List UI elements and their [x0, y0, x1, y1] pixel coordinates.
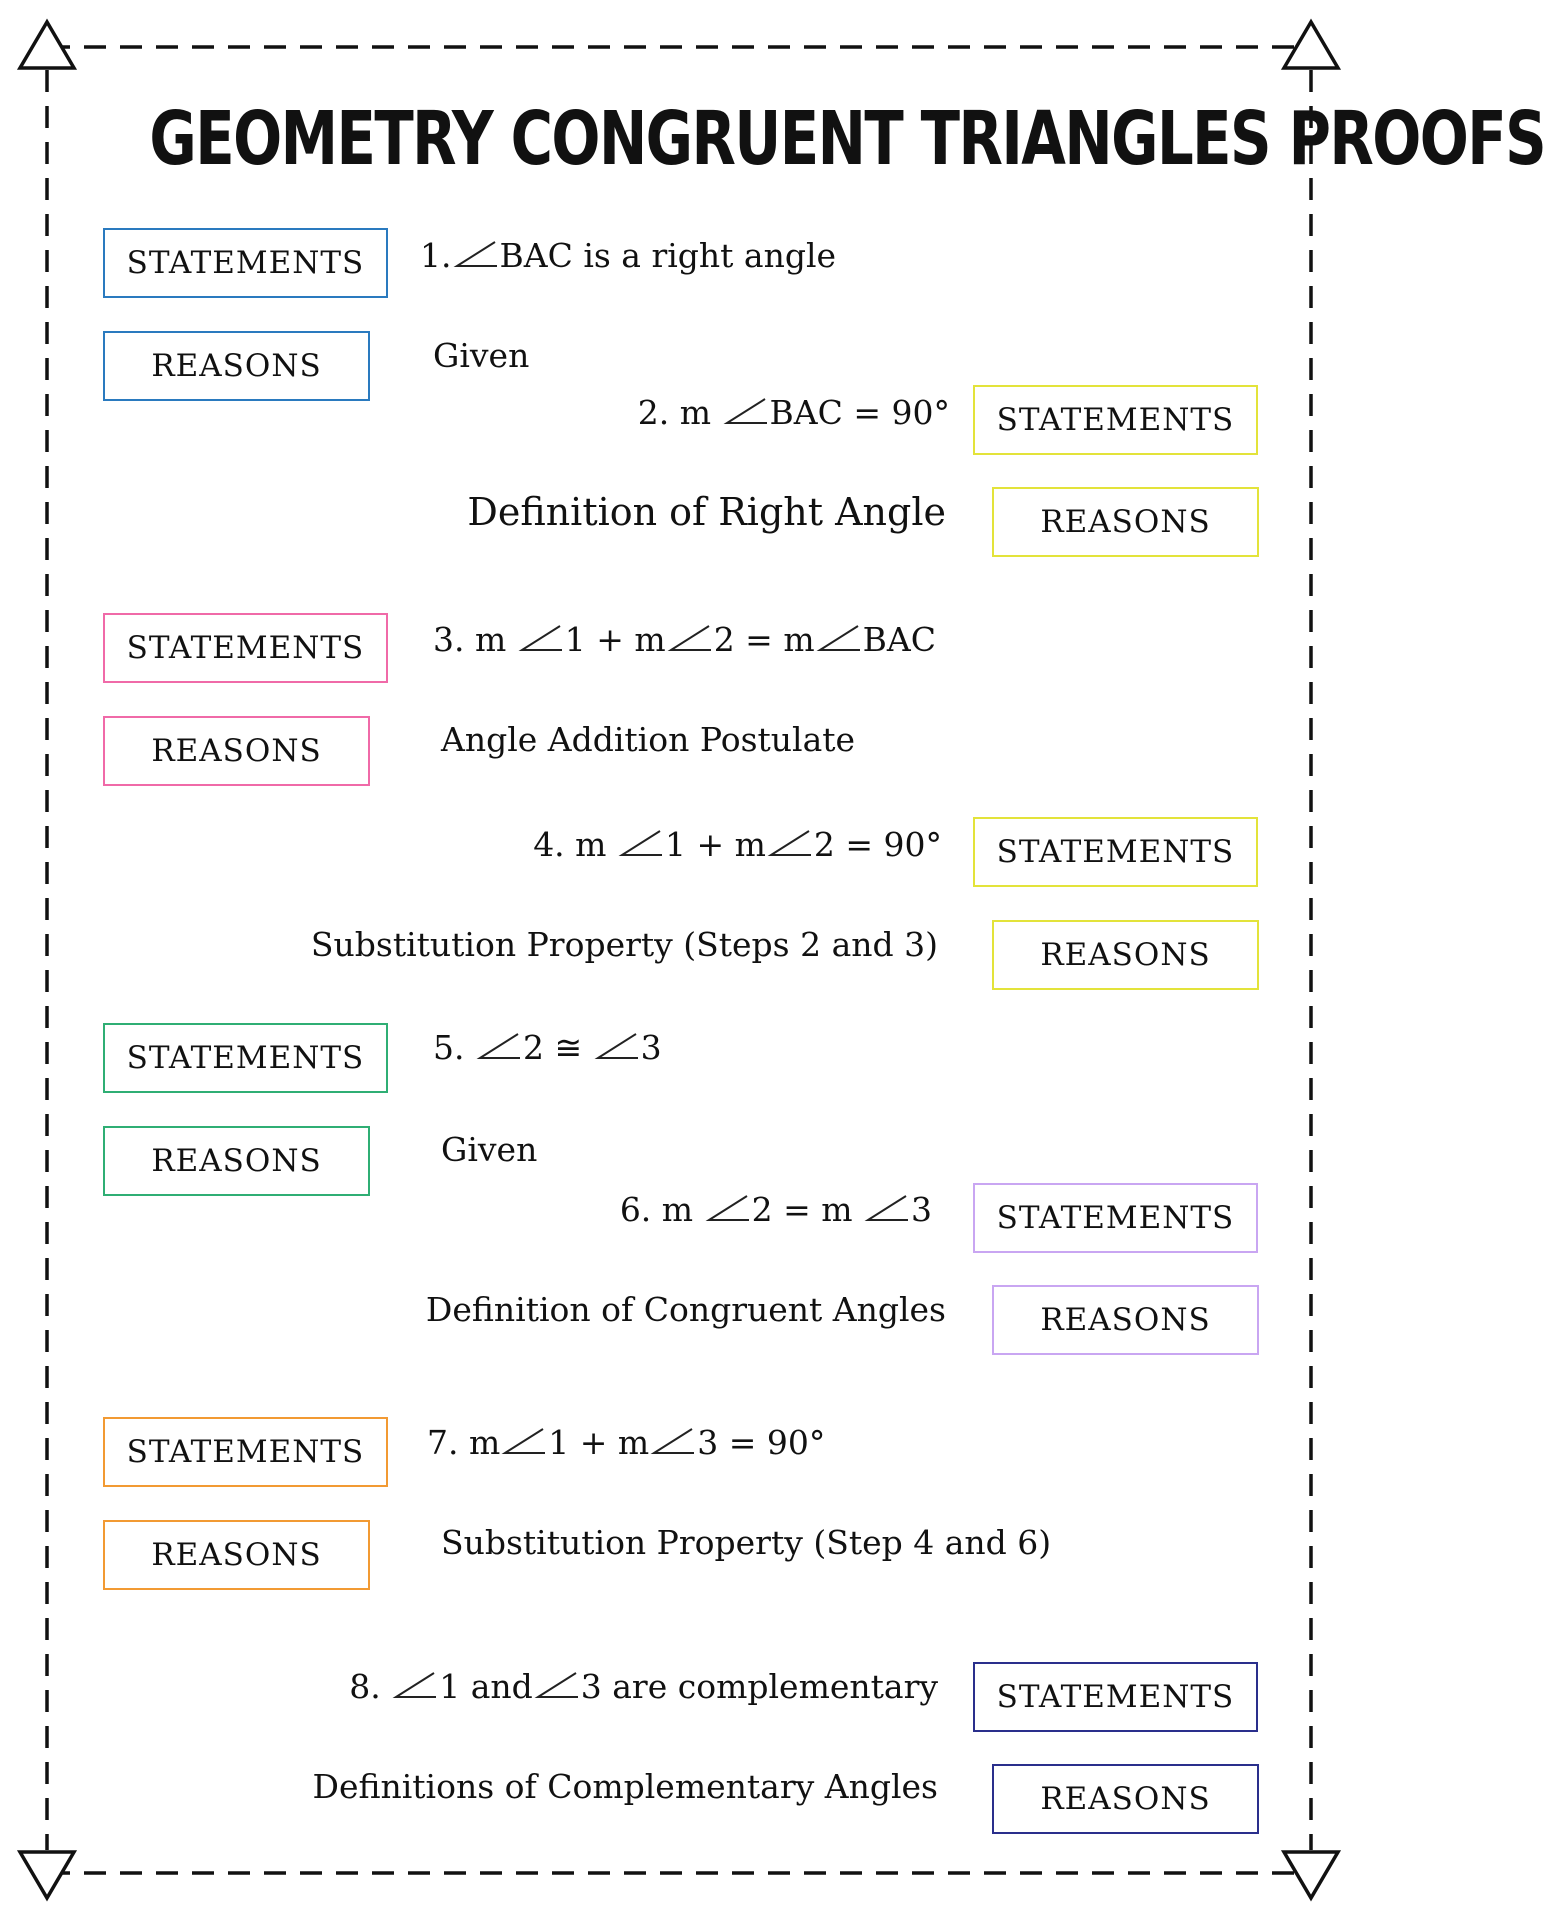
statement-text-part: 3	[640, 1028, 662, 1067]
reasons-box-2: REASONS	[992, 487, 1259, 557]
statement-text-part: BAC = 90°	[769, 393, 950, 432]
angle-icon	[816, 623, 862, 653]
statement-text-part: 2 = m	[751, 1190, 863, 1229]
reason-4: Substitution Property (Steps 2 and 3)	[310, 925, 938, 964]
angle-icon	[723, 396, 769, 426]
statement-5	[433, 1028, 662, 1067]
angle-icon	[501, 1426, 547, 1456]
statement-text-part: 8.	[349, 1667, 392, 1706]
corner-triangle-icon-top-right	[1284, 22, 1338, 68]
reason-1: Given	[433, 336, 530, 375]
reason-8: Definitions of Complementary Angles	[312, 1767, 938, 1806]
statements-box-1: STATEMENTS	[103, 228, 388, 298]
statement-text-part: 2 = 90°	[813, 825, 942, 864]
angle-icon	[476, 1031, 522, 1061]
statements-box-2: STATEMENTS	[973, 385, 1258, 455]
statement-text-part: 3 = 90°	[697, 1423, 826, 1462]
angle-icon	[392, 1670, 438, 1700]
statement-text-part: 3. m	[433, 620, 517, 659]
reasons-box-5: REASONS	[103, 1126, 370, 1196]
statement-text-part: BAC is a right angle	[499, 236, 837, 275]
reason-6: Definition of Congruent Angles	[425, 1290, 946, 1329]
reason-7: Substitution Property (Step 4 and 6)	[441, 1523, 1052, 1562]
statement-text-part: 6. m	[619, 1190, 704, 1229]
statement-3	[433, 620, 936, 659]
statement-text-part: 2 = m	[713, 620, 815, 659]
statement-text-part: 2 ≅	[522, 1028, 593, 1067]
angle-icon	[618, 828, 664, 858]
reasons-box-8: REASONS	[992, 1764, 1259, 1834]
reason-3: Angle Addition Postulate	[441, 720, 856, 759]
angle-icon	[594, 1031, 640, 1061]
angle-icon	[453, 239, 499, 269]
reasons-box-4: REASONS	[992, 920, 1259, 990]
corner-triangle-icon-top-left	[20, 22, 74, 68]
statements-box-7: STATEMENTS	[103, 1417, 388, 1487]
statement-text-part: 7. m	[427, 1423, 501, 1462]
statements-box-3: STATEMENTS	[103, 613, 388, 683]
statement-text-part: 1 + m	[664, 825, 766, 864]
statements-box-4: STATEMENTS	[973, 817, 1258, 887]
reasons-box-1: REASONS	[103, 331, 370, 401]
statement-text-part: 5.	[433, 1028, 475, 1067]
angle-icon	[864, 1193, 910, 1223]
statements-box-6: STATEMENTS	[973, 1183, 1258, 1253]
statement-2	[638, 393, 950, 432]
reasons-box-7: REASONS	[103, 1520, 370, 1590]
statement-text-part: 1 + m	[548, 1423, 650, 1462]
angle-icon	[650, 1426, 696, 1456]
page-title: GEOMETRY CONGRUENT TRIANGLES PROOFS	[149, 96, 1545, 182]
statement-text-part: 1 and	[439, 1667, 533, 1706]
angle-icon	[767, 828, 813, 858]
angle-icon	[518, 623, 564, 653]
statement-text-part: 3 are complementary	[580, 1667, 938, 1706]
statements-box-5: STATEMENTS	[103, 1023, 388, 1093]
reasons-box-3: REASONS	[103, 716, 370, 786]
reason-2: Definition of Right Angle	[467, 490, 946, 534]
angle-icon	[667, 623, 713, 653]
statement-text-part: 1.	[420, 236, 452, 275]
reason-5: Given	[441, 1130, 538, 1169]
angle-icon	[534, 1670, 580, 1700]
statement-text-part: BAC	[862, 620, 936, 659]
statement-8	[349, 1667, 938, 1706]
statements-box-8: STATEMENTS	[973, 1662, 1258, 1732]
corner-triangle-icon-bottom-right	[1284, 1852, 1338, 1898]
statement-4	[533, 825, 942, 864]
statement-7	[427, 1423, 825, 1462]
reasons-box-6: REASONS	[992, 1285, 1259, 1355]
statement-6	[620, 1190, 932, 1229]
corner-triangle-icon-bottom-left	[20, 1852, 74, 1898]
statement-text-part: 3	[911, 1190, 932, 1229]
angle-icon	[705, 1193, 751, 1223]
statement-1	[420, 236, 836, 275]
statement-text-part: 4. m	[533, 825, 617, 864]
statement-text-part: 2. m	[637, 393, 722, 432]
statement-text-part: 1 + m	[564, 620, 666, 659]
